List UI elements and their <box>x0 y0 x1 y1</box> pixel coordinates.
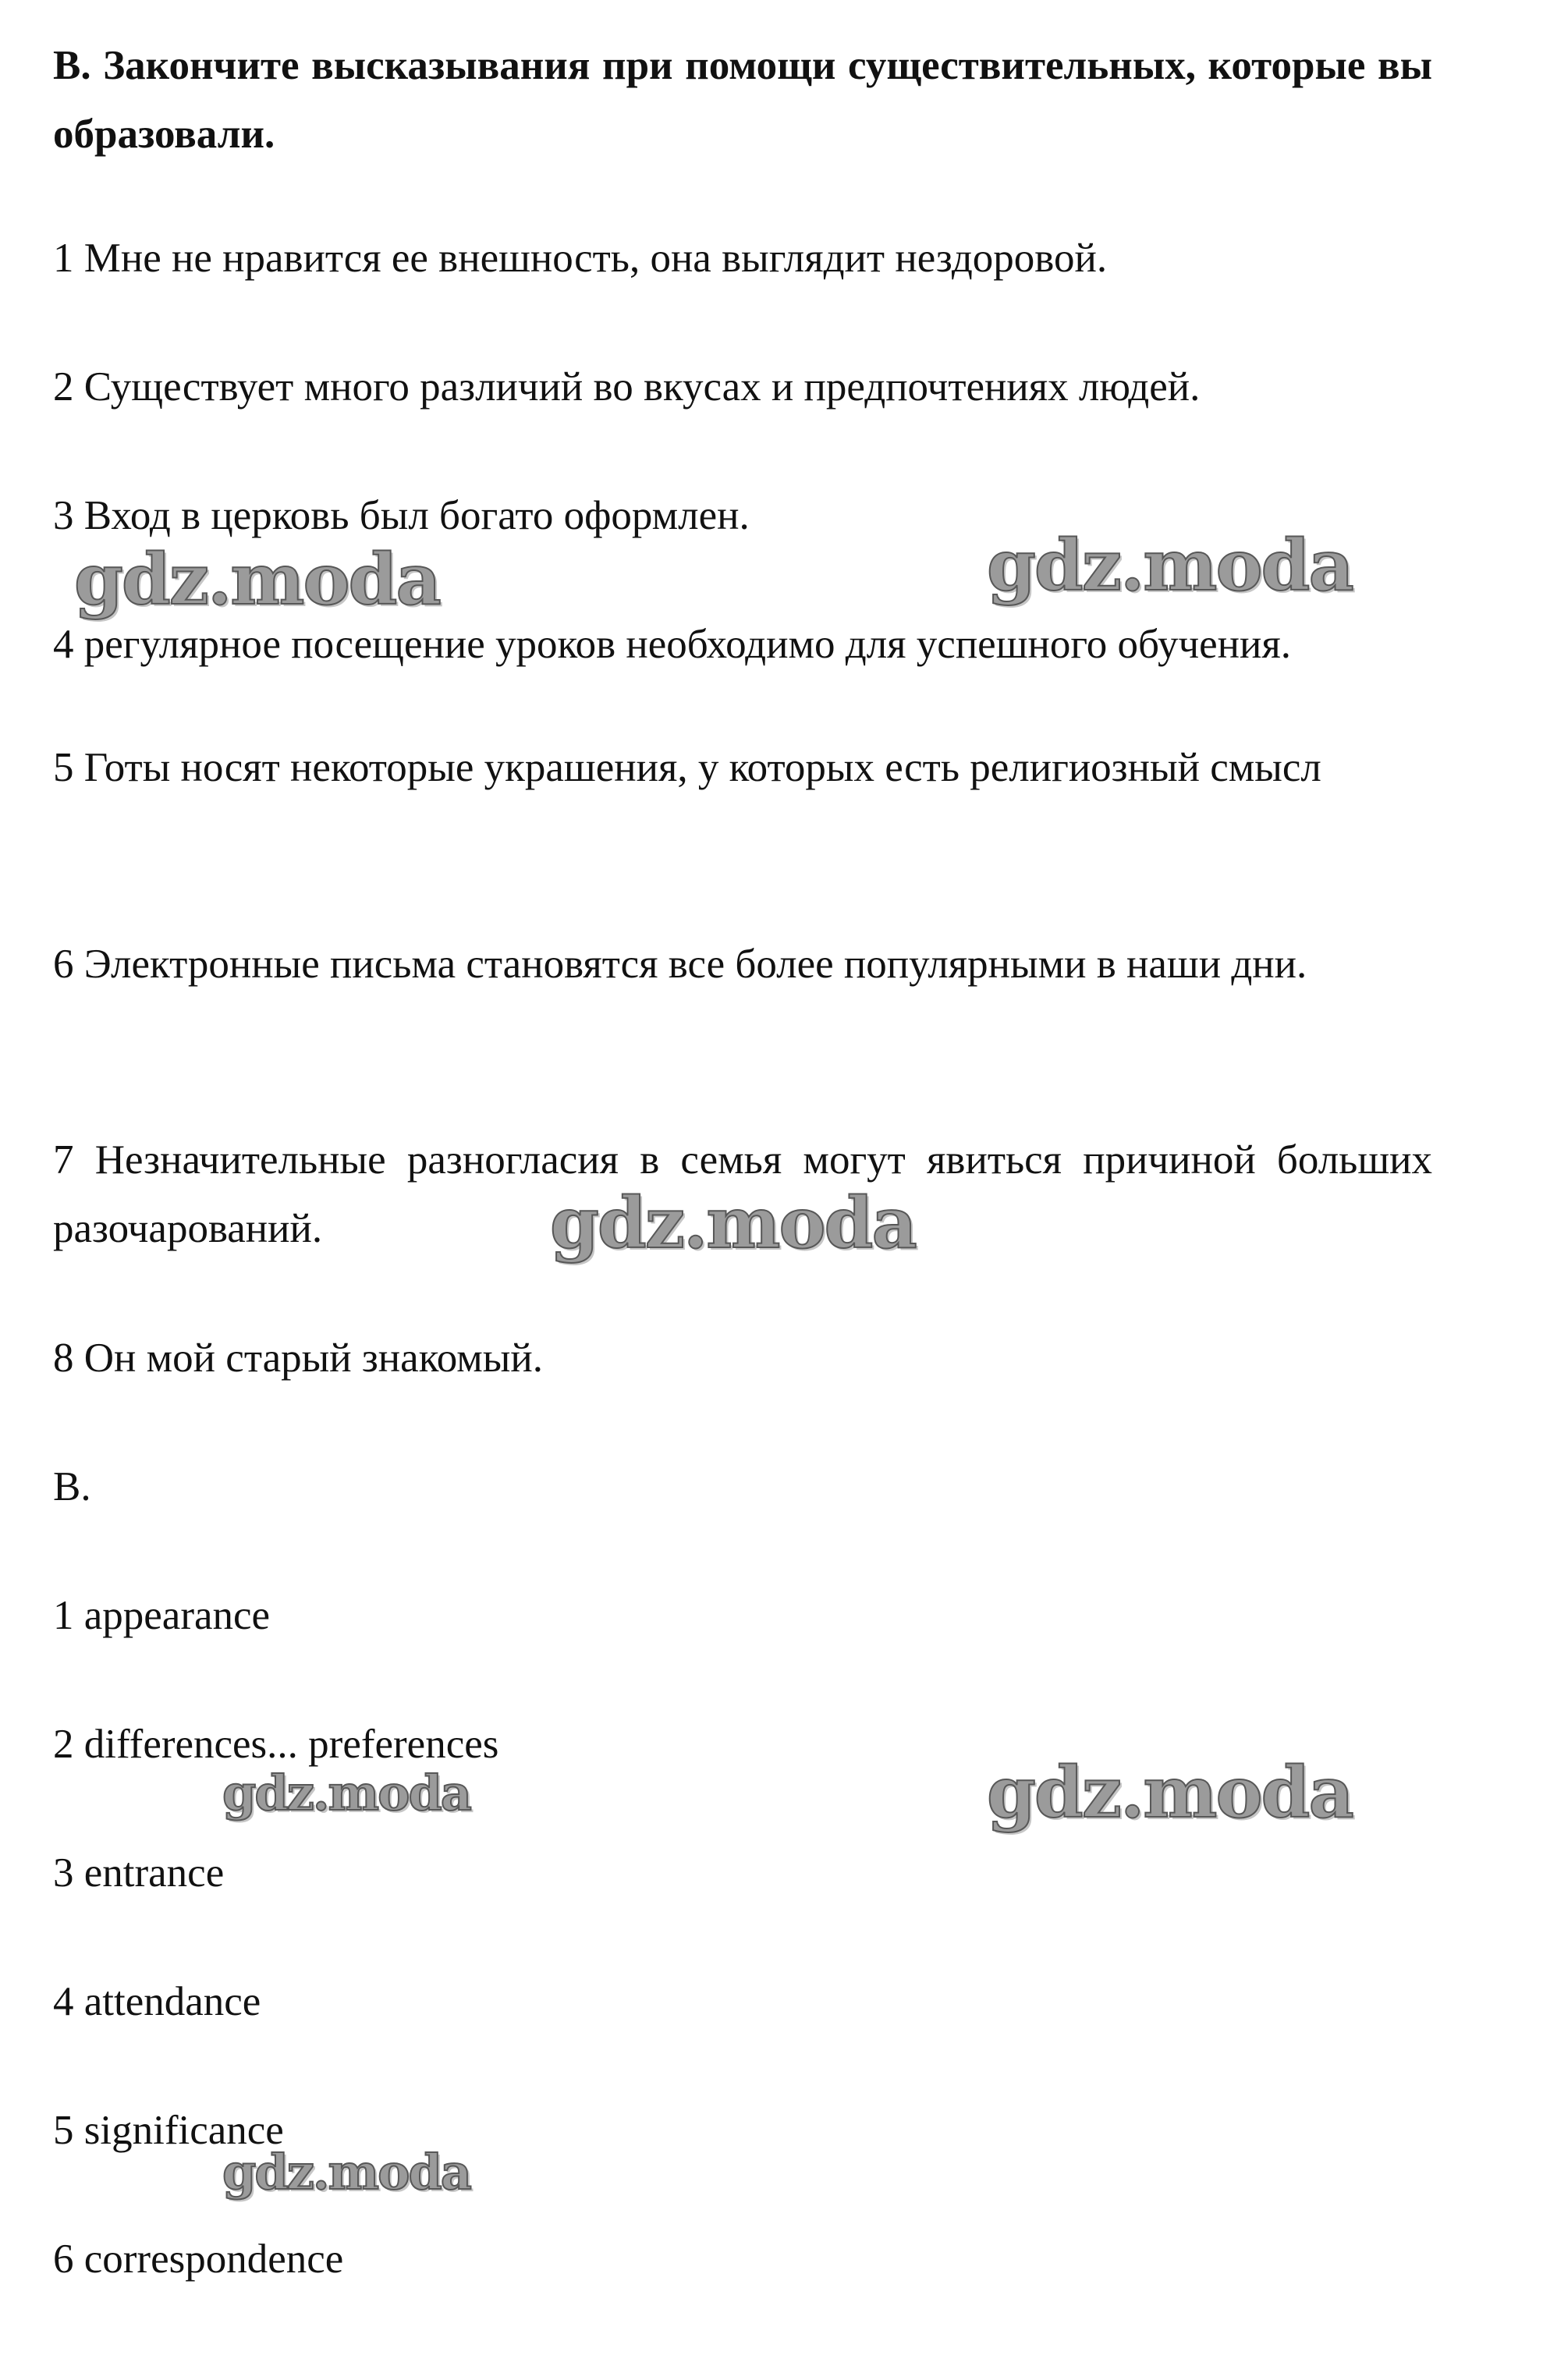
sentence-7: 7 Незначительные разногласия в семья могут явиться причиной больших разочарований. <box>53 1137 1432 1251</box>
answer-1: 1 appearance <box>53 1593 271 1638</box>
watermark-logo: gdz.moda <box>74 538 440 621</box>
exercise-heading: B. Закончите высказывания при помощи существительных, которые вы образовали. <box>53 43 1432 157</box>
sentence-5: 5 Готы носят некоторые украшения, у которых есть религиозный смысл <box>53 745 1321 790</box>
sentence-8: 8 Он мой старый знакомый. <box>53 1335 544 1381</box>
answer-3: 3 entrance <box>53 1850 225 1896</box>
watermark-logo: gdz.moda <box>987 1751 1353 1834</box>
answer-6: 6 correspondence <box>53 2236 344 2282</box>
answer-2: 2 differences... preferences <box>53 1722 499 1767</box>
watermark-logo: gdz.moda <box>222 2144 470 2201</box>
answer-heading: B. <box>53 1464 91 1509</box>
watermark-logo: gdz.moda <box>222 1765 470 1821</box>
watermark-logo: gdz.moda <box>550 1182 916 1264</box>
answer-5: 5 significance <box>53 2108 284 2153</box>
watermark-logo: gdz.moda <box>987 524 1353 607</box>
sentence-1: 1 Мне не нравится ее внешность, она выглядит нездоровой. <box>53 236 1108 281</box>
sentence-6: 6 Электронные письма становятся все более популярными в наши дни. <box>53 942 1307 987</box>
answer-4: 4 attendance <box>53 1979 261 2024</box>
sentence-4: 4 регулярное посещение уроков необходимо для успешного обучения. <box>53 622 1292 667</box>
sentence-2: 2 Существует много различий во вкусах и предпочтениях людей. <box>53 364 1201 410</box>
sentence-3: 3 Вход в церковь был богато оформлен. <box>53 493 750 538</box>
